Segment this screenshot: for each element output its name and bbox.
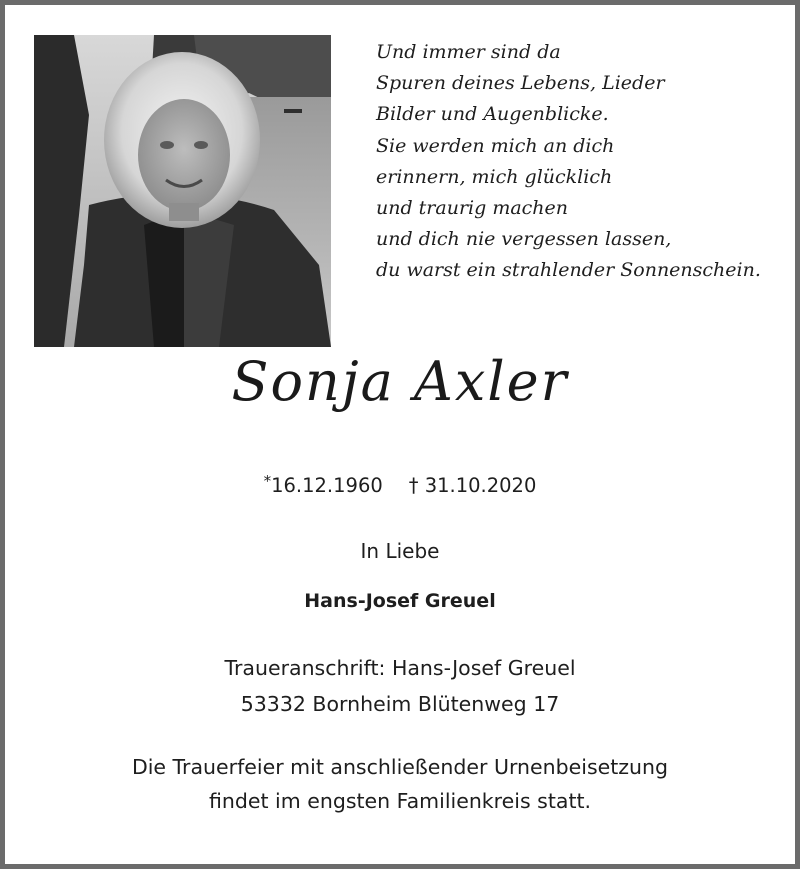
signer-name: Hans-Josef Greuel bbox=[304, 590, 496, 612]
poem-line: Sie werden mich an dich bbox=[376, 134, 615, 157]
poem-line: erinnern, mich glücklich bbox=[376, 165, 613, 188]
birth-symbol: * bbox=[263, 472, 272, 490]
mourning-address-line-2: 53332 Bornheim Blütenweg 17 bbox=[240, 692, 560, 716]
deceased-name: Sonja Axler bbox=[231, 350, 569, 413]
poem-line: du warst ein strahlender Sonnenschein. bbox=[376, 259, 761, 282]
poem-line: und dich nie vergessen lassen, bbox=[376, 228, 672, 251]
poem-line: Bilder und Augenblicke. bbox=[376, 103, 609, 126]
farewell-intro: In Liebe bbox=[360, 539, 440, 563]
poem-line: Und immer sind da bbox=[376, 41, 561, 63]
memorial-poem bbox=[376, 37, 776, 287]
life-dates bbox=[0, 472, 800, 497]
death-date: 31.10.2020 bbox=[424, 474, 537, 497]
funeral-notice-line-1: Die Trauerfeier mit anschließender Urnenbeisetzung bbox=[131, 755, 669, 779]
poem-line: und traurig machen bbox=[376, 197, 569, 220]
portrait-image bbox=[34, 35, 331, 347]
death-symbol: † bbox=[408, 474, 419, 497]
poem-line: Spuren deines Lebens, Lieder bbox=[376, 72, 665, 95]
mourning-address-line-1: Traueranschrift: Hans-Josef Greuel bbox=[224, 656, 576, 680]
birth-date: 16.12.1960 bbox=[271, 474, 383, 497]
funeral-notice-line-2: findet im engsten Familienkreis statt. bbox=[208, 789, 592, 813]
portrait-photo bbox=[34, 35, 331, 347]
